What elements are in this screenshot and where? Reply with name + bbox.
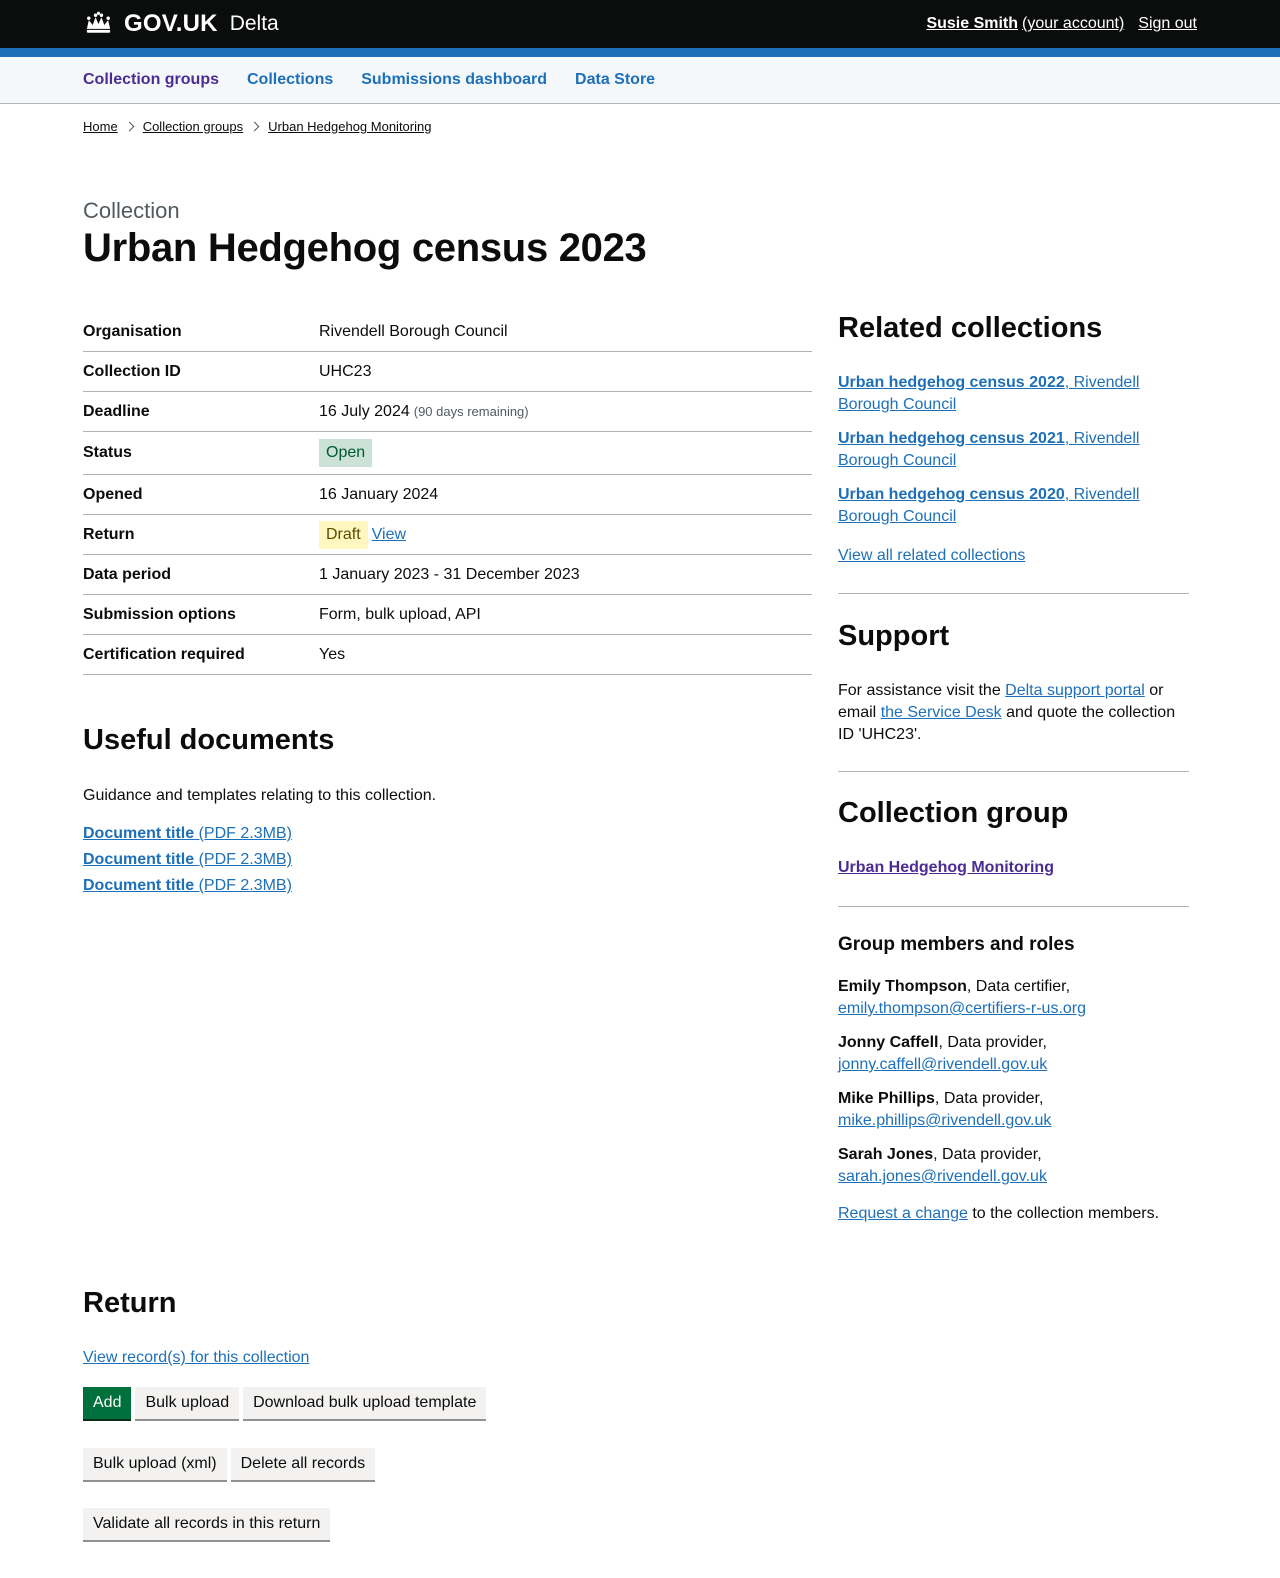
summary-value: 1 January 2023 - 31 December 2023 [319, 565, 580, 583]
summary-row-submission-options [83, 595, 812, 635]
bulk-upload-xml-button[interactable]: Bulk upload (xml) [83, 1448, 227, 1480]
return-status-badge: Draft [319, 521, 368, 549]
useful-documents-heading: Useful documents [83, 724, 335, 756]
nav-item-collection-groups [83, 71, 219, 89]
member-name: Sarah Jones [838, 1146, 934, 1163]
section-divider [838, 771, 1189, 772]
member-email-link[interactable]: sarah.jones@rivendell.gov.uk [838, 1168, 1047, 1185]
summary-row-opened [83, 475, 812, 515]
nav-link-collections[interactable]: Collections [247, 71, 334, 88]
member-role: , Data provider, [933, 1146, 1042, 1163]
member-role: , Data certifier, [966, 978, 1071, 995]
nav-item-submissions-dashboard [361, 71, 547, 89]
member-name: Emily Thompson [838, 978, 967, 995]
related-collection-org: , Rivendell Borough Council [838, 486, 1140, 525]
list-item [83, 877, 292, 903]
document-meta: (PDF 2.3MB) [198, 877, 292, 894]
related-collections-list [838, 372, 1189, 540]
summary-value: Yes [319, 645, 346, 663]
support-text-part: and quote the collection ID 'UHC23'. [838, 704, 1176, 743]
summary-value: Rivendell Borough Council [319, 322, 508, 340]
summary-key: Return [83, 525, 135, 543]
deadline-date: 16 July 2024 [319, 402, 410, 420]
summary-row-status [83, 432, 812, 475]
related-collection-org: , Rivendell Borough Council [838, 430, 1140, 469]
user-account-link[interactable]: Susie Smith [926, 15, 1019, 32]
service-name: Delta [229, 12, 279, 35]
summary-key: Submission options [83, 605, 236, 623]
site-header [0, 0, 1280, 48]
govuk-logo-link[interactable] [83, 10, 279, 38]
summary-row-certification [83, 635, 812, 675]
document-meta: (PDF 2.3MB) [198, 851, 292, 868]
section-divider [838, 906, 1189, 907]
document-title: Document title [83, 825, 195, 842]
summary-value-return [319, 521, 812, 549]
chevron-right-icon [250, 122, 260, 132]
list-item [83, 851, 292, 877]
summary-value: UHC23 [319, 362, 372, 380]
summary-key: Organisation [83, 322, 182, 340]
nav-link-data-store[interactable]: Data Store [575, 71, 656, 88]
collection-group-heading: Collection group [838, 797, 1069, 829]
support-heading: Support [838, 620, 950, 652]
summary-row-return [83, 515, 812, 555]
related-collection-link[interactable] [838, 486, 1139, 525]
delete-all-records-button[interactable]: Delete all records [231, 1448, 376, 1480]
crown-icon [83, 11, 114, 37]
related-collection-link[interactable] [838, 430, 1139, 469]
member-email-link[interactable]: emily.thompson@certifiers-r-us.org [838, 1000, 1087, 1017]
support-text-part: For assistance visit the [838, 682, 1006, 699]
support-text-part: or email [838, 682, 1164, 721]
return-heading: Return [83, 1287, 177, 1319]
document-link[interactable] [83, 877, 292, 894]
logo-text: GOV.UK [124, 10, 218, 37]
useful-documents-description: Guidance and templates relating to this collection. [83, 787, 437, 804]
summary-key: Data period [83, 565, 172, 583]
member-email-link[interactable]: jonny.caffell@rivendell.gov.uk [838, 1056, 1048, 1073]
member-role: , Data provider, [934, 1090, 1044, 1107]
nav-item-collections [247, 71, 333, 89]
chevron-right-icon [124, 122, 134, 132]
download-template-button[interactable]: Download bulk upload template [243, 1387, 486, 1419]
member-name: Mike Phillips [838, 1090, 935, 1107]
member-email-link[interactable]: mike.phillips@rivendell.gov.uk [838, 1112, 1052, 1129]
list-item [83, 825, 292, 851]
summary-value: Form, bulk upload, API [319, 605, 481, 623]
request-change-text [838, 1205, 1159, 1223]
breadcrumb [83, 119, 431, 134]
group-members-heading: Group members and roles [838, 934, 1075, 955]
page-title: Urban Hedgehog census 2023 [83, 226, 647, 270]
related-collections-heading: Related collections [838, 312, 1103, 344]
member-name: Jonny Caffell [838, 1034, 939, 1051]
sign-out-link[interactable]: Sign out [1138, 15, 1197, 32]
request-change-suffix: to the collection members. [967, 1205, 1160, 1222]
summary-row-data-period [83, 555, 812, 595]
document-meta: (PDF 2.3MB) [198, 825, 292, 842]
related-collection-org: , Rivendell Borough Council [838, 374, 1140, 413]
document-link[interactable] [83, 825, 292, 842]
support-text [838, 680, 1189, 746]
summary-value-status [319, 439, 812, 467]
summary-key: Certification required [83, 645, 245, 663]
collection-summary-list [83, 312, 812, 675]
add-button[interactable]: Add [83, 1387, 131, 1419]
bulk-upload-button[interactable]: Bulk upload [135, 1387, 239, 1419]
list-item [838, 976, 1189, 1020]
page-caption: Collection [83, 198, 180, 223]
breadcrumb-home[interactable]: Home [83, 119, 118, 134]
view-all-related-link[interactable]: View all related collections [838, 547, 1026, 564]
group-members-list [838, 976, 1189, 1200]
button-group [83, 1508, 334, 1540]
related-collection-link[interactable] [838, 374, 1139, 413]
button-group [83, 1387, 490, 1419]
documents-list [83, 825, 292, 903]
summary-key: Deadline [83, 402, 150, 420]
summary-row-deadline [83, 392, 812, 432]
account-nav [926, 15, 1197, 33]
section-divider [838, 593, 1189, 594]
summary-value-deadline [319, 403, 812, 421]
view-records-link[interactable]: View record(s) for this collection [83, 1349, 310, 1366]
nav-link-collection-groups[interactable]: Collection groups [83, 71, 219, 88]
related-collection-name: Urban hedgehog census 2020 [838, 486, 1065, 503]
request-change-link[interactable]: Request a change [838, 1205, 968, 1222]
list-item [838, 484, 1189, 528]
service-navigation [0, 57, 1280, 104]
document-title: Document title [83, 877, 195, 894]
summary-value: 16 January 2024 [319, 485, 439, 503]
related-collection-name: Urban hedgehog census 2022 [838, 374, 1065, 391]
validate-all-records-button[interactable]: Validate all records in this return [83, 1508, 330, 1540]
list-item [838, 1032, 1189, 1076]
document-link[interactable] [83, 851, 292, 868]
list-item [838, 1088, 1189, 1132]
view-return-link[interactable]: View [371, 525, 407, 543]
breadcrumb-current[interactable]: Urban Hedgehog Monitoring [268, 119, 432, 134]
list-item [838, 428, 1189, 472]
document-title: Document title [83, 851, 195, 868]
list-item [838, 1144, 1189, 1188]
summary-row-collection-id [83, 352, 812, 392]
header-blue-bar [0, 48, 1280, 57]
summary-key: Status [83, 444, 132, 461]
nav-link-submissions-dashboard[interactable]: Submissions dashboard [361, 71, 548, 88]
support-portal-link[interactable]: Delta support portal [1005, 682, 1145, 699]
summary-key: Opened [83, 485, 143, 503]
summary-key: Collection ID [83, 362, 181, 380]
member-role: , Data provider, [938, 1034, 1047, 1051]
button-group [83, 1448, 379, 1480]
nav-item-data-store [575, 71, 655, 89]
related-collection-name: Urban hedgehog census 2021 [838, 430, 1065, 447]
summary-row-organisation [83, 312, 812, 352]
days-remaining: (90 days remaining) [413, 404, 529, 419]
collection-group-link[interactable]: Urban Hedgehog Monitoring [838, 859, 1054, 876]
your-account-link[interactable]: (your account) [1022, 15, 1125, 32]
service-desk-link[interactable]: the Service Desk [880, 704, 1002, 721]
breadcrumb-collection-groups[interactable]: Collection groups [142, 119, 244, 134]
status-badge: Open [319, 439, 372, 467]
list-item [838, 372, 1189, 416]
